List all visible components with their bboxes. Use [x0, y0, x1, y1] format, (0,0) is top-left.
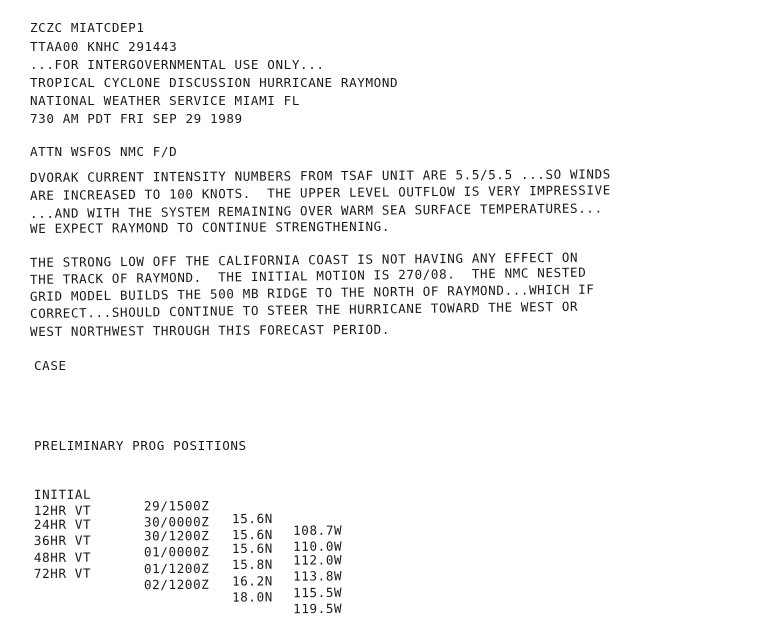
prog-title: PRELIMINARY PROG POSITIONS [34, 438, 247, 453]
row-time: 30/1200Z [143, 528, 210, 544]
row-lat: 15.6N [231, 540, 273, 556]
row-lat: 15.6N [231, 510, 273, 526]
row-label: 12HR VT [33, 502, 92, 518]
paragraph1-line-2: ARE INCREASED TO 100 KNOTS. THE UPPER LEVEL OUTFLOW IS VERY IMPRESSIVE [29, 182, 611, 203]
row-label: 24HR VT [33, 516, 92, 532]
row-time: 30/0000Z [143, 514, 210, 530]
row-time: 01/1200Z [143, 560, 210, 577]
row-label: INITIAL [33, 486, 92, 502]
paragraph2-line-3: GRID MODEL BUILDS THE 500 MB RIDGE TO THE NORTH OF RAYMOND...WHICH IF [29, 281, 595, 304]
row-lon: 110.0W [293, 539, 343, 555]
row-lat: 15.8N [231, 556, 273, 572]
paragraph2-line-5: WEST NORTHWEST THROUGH THIS FORECAST PERIOD. [29, 321, 391, 339]
row-lon: 112.0W [293, 552, 343, 569]
row-lat: 16.2N [231, 573, 274, 589]
row-time: 29/1500Z [143, 498, 210, 514]
header-line-4: TROPICAL CYCLONE DISCUSSION HURRICANE RAYMOND [30, 75, 399, 90]
signature: CASE [34, 358, 67, 373]
row-lon: 115.5W [293, 585, 343, 601]
row-time: 02/1200Z [143, 576, 210, 593]
header-line-6: 730 AM PDT FRI SEP 29 1989 [30, 111, 243, 126]
row-label: 48HR VT [33, 549, 92, 565]
header-line-1: ZCZC MIATCDEP1 [30, 20, 145, 35]
paragraph1-line-3: ...AND WITH THE SYSTEM REMAINING OVER WARM SEA SURFACE TEMPERATURES... [29, 200, 603, 221]
paragraph2-line-2: THE TRACK OF RAYMOND. THE INITIAL MOTION IS 270/08. THE NMC NESTED [29, 264, 587, 287]
row-lon: 108.7W [293, 523, 343, 539]
header-line-3: ...FOR INTERGOVERNMENTAL USE ONLY... [30, 57, 325, 72]
header-line-5: NATIONAL WEATHER SERVICE MIAMI FL [30, 93, 301, 108]
row-lat: 18.0N [231, 589, 274, 605]
row-label: 36HR VT [33, 532, 92, 548]
paragraph2-line-1: THE STRONG LOW OFF THE CALIFORNIA COAST IS NOT HAVING ANY EFFECT ON [29, 249, 579, 270]
row-label: 72HR VT [33, 565, 92, 581]
row-time: 01/0000Z [143, 544, 210, 560]
paragraph1-line-4: WE EXPECT RAYMOND TO CONTINUE STRENGTHENING. [29, 218, 391, 236]
attn-line: ATTN WSFOS NMC F/D [30, 144, 178, 159]
paragraph1-line-1: DVORAK CURRENT INTENSITY NUMBERS FROM TSAF UNIT ARE 5.5/5.5 ...SO WINDS [29, 166, 611, 185]
row-lon: 113.8W [293, 568, 343, 585]
row-lat: 15.6N [231, 526, 273, 542]
header-line-2: TTAA00 KNHC 291443 [30, 39, 178, 54]
paragraph2-line-4: CORRECT...SHOULD CONTINUE TO STEER THE HURRICANE TOWARD THE WEST OR [29, 298, 579, 321]
row-lon: 119.5W [293, 601, 343, 617]
